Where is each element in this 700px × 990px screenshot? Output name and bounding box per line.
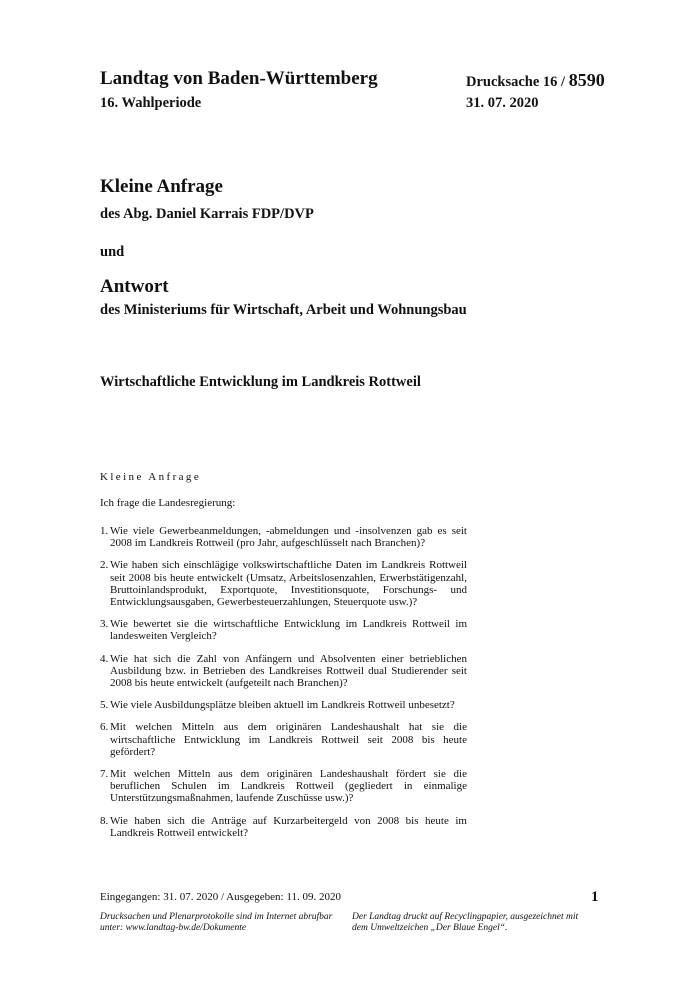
question-number: 7. [100,768,109,781]
ministry-line: des Ministeriums für Wirtschaft, Arbeit und Wohnungsbau [100,302,467,318]
question-number: 3. [100,618,109,631]
question-text: Wie hat sich die Zahl von Anfängern und Absolventen einer betrieblichen Ausbildung bzw. in Betrieben des Landkreises Rottweil dual Studierender seit 2008 bis heute entwickelt (aufgeteilt nach Branchen)? [110,652,467,690]
legislative-period: 16. Wahlperiode [100,95,202,111]
intro-text: Ich frage die Landesregierung: [100,497,236,509]
question-item [100,699,467,711]
recycling-note: Der Landtag druckt auf Recyclingpapier, ausgezeichnet mit dem Umweltzeichen „Der Blaue Engel“. [352,912,579,933]
question-item [100,768,467,805]
question-text: Wie bewertet sie die wirtschaftliche Entwicklung im Landkreis Rottweil im landesweiten Vergleich? [110,618,467,643]
kleine-anfrage-heading: Kleine Anfrage [100,176,223,197]
question-number: 5. [100,699,109,712]
question-number: 6. [100,721,109,734]
received-issued-line: Eingegangen: 31. 07. 2020 / Ausgegeben: 11. 09. 2020 [100,891,341,903]
question-list [100,515,467,839]
question-text: Wie haben sich die Anträge auf Kurzarbeitergeld von 2008 bis heute im Landkreis Rottweil entwickelt? [110,814,467,839]
question-text: Mit welchen Mitteln aus dem originären Landeshaushalt fördert sie die beruflichen Schulen im Landkreis Rottweil (gegliedert in einmalige Unterstützungsmaßnahmen, laufende Zuschüsse usw.)? [110,768,467,805]
question-text: Mit welchen Mitteln aus dem originären Landeshaushalt hat sie die wirtschaftliche Entwicklung im Landkreis Rottweil seit 2008 bis heute gefördert? [110,721,467,758]
question-number: 2. [100,559,109,572]
drucksache-prefix: Drucksache 16 / [466,74,569,90]
question-number: 4. [100,652,109,665]
question-number: 8. [100,814,109,827]
topic-title: Wirtschaftliche Entwicklung im Landkreis Rottweil [100,374,421,390]
question-item [100,525,467,549]
question-item [100,618,467,642]
question-item [100,721,467,758]
parliament-title: Landtag von Baden-Württemberg [100,68,378,89]
drucksache-label [466,70,605,91]
question-item [100,559,467,608]
question-item [100,653,467,690]
question-text: Wie viele Ausbildungsplätze bleiben aktuell im Landkreis Rottweil unbesetzt? [110,699,455,712]
section-label: Kleine Anfrage [100,471,202,483]
author-line: des Abg. Daniel Karrais FDP/DVP [100,206,314,222]
und-line: und [100,244,125,260]
question-number: 1. [100,525,109,537]
page-number: 1 [591,889,599,905]
internet-note: Drucksachen und Plenarprotokolle sind im Internet abrufbar unter: www.landtag-bw.de/Dokumente [100,912,333,933]
question-text: Wie haben sich einschlägige volkswirtschaftliche Daten im Landkreis Rottweil seit 2008 bis heute entwickelt (Umsatz, Arbeitslosenzahlen, Erwerbstätigenzahl, Bruttoinlandsprodukt, Exportquote, Investitionsquote, Forschungs- und Entwicklungsausgaben, Gewerbesteuerzahlungen, Steuerquote usw.)? [110,559,467,609]
question-item [100,815,467,839]
drucksache-number: 8590 [568,70,605,90]
question-text: Wie viele Gewerbeanmeldungen, -abmeldungen und -insolvenzen gab es seit 2008 im Landkreis Rottweil (pro Jahr, aufgeschlüsselt nach Branchen)? [110,525,467,550]
document-date: 31. 07. 2020 [466,95,539,111]
antwort-heading: Antwort [100,276,169,297]
